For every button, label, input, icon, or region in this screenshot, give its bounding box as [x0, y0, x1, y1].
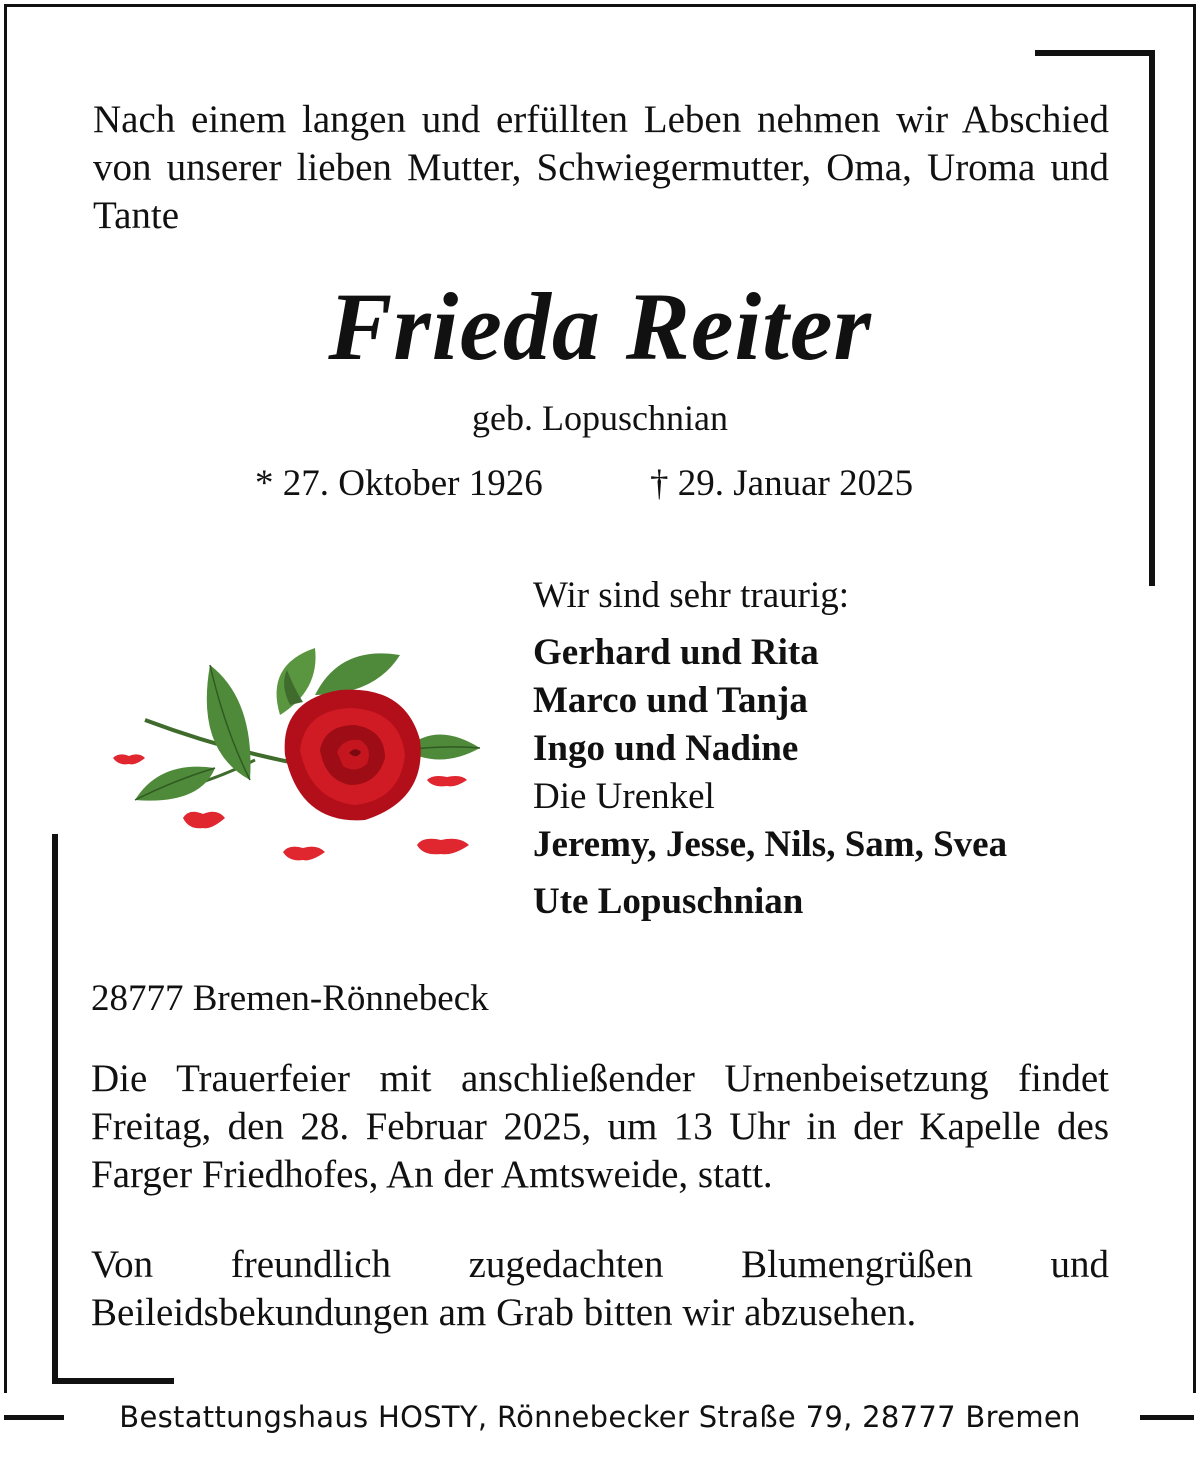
deceased-name: Frieda Reiter: [328, 273, 872, 380]
funeral-home-footer: Bestattungshaus HOSTY, Rönnebecker Straße 79, 28777 Bremen: [119, 1400, 1081, 1434]
rose-icon: [105, 640, 485, 870]
intro-text: Nach einem langen und erfüllten Leben nehmen wir Abschied von unserer lieben Mutter, Schwiegermutter, Oma, Uroma und Tante: [93, 98, 1109, 237]
mourner-ute: Ute Lopuschnian: [533, 881, 804, 922]
birth-date: * 27. Oktober 1926: [255, 463, 543, 504]
death-date: † 29. Januar 2025: [650, 463, 914, 504]
family-marco-tanja: Marco und Tanja: [533, 680, 808, 721]
flowers-notice: Von freundlich zugedachten Blumengrüßen und Beileidsbekundungen am Grab bitten wir abzusehen.: [91, 1243, 1109, 1334]
family-ingo-nadine: Ingo und Nadine: [533, 728, 799, 769]
service-notice: Die Trauerfeier mit anschließender Urnenbeisetzung findet Freitag, den 28. Februar 2025, um 13 Uhr in der Kapelle des Farger Friedhofes, An der Amtsweide, statt.: [91, 1057, 1109, 1196]
maiden-name: geb. Lopuschnian: [472, 398, 728, 438]
mourners-list: [533, 572, 1133, 926]
location: 28777 Bremen-Rönnebeck: [91, 978, 489, 1019]
mourners-heading: Wir sind sehr traurig:: [533, 575, 850, 616]
great-grandchildren-names: Jeremy, Jesse, Nils, Sam, Svea: [533, 824, 1008, 865]
great-grandchildren-label: Die Urenkel: [533, 776, 715, 817]
family-gerhard-rita: Gerhard und Rita: [533, 632, 819, 673]
